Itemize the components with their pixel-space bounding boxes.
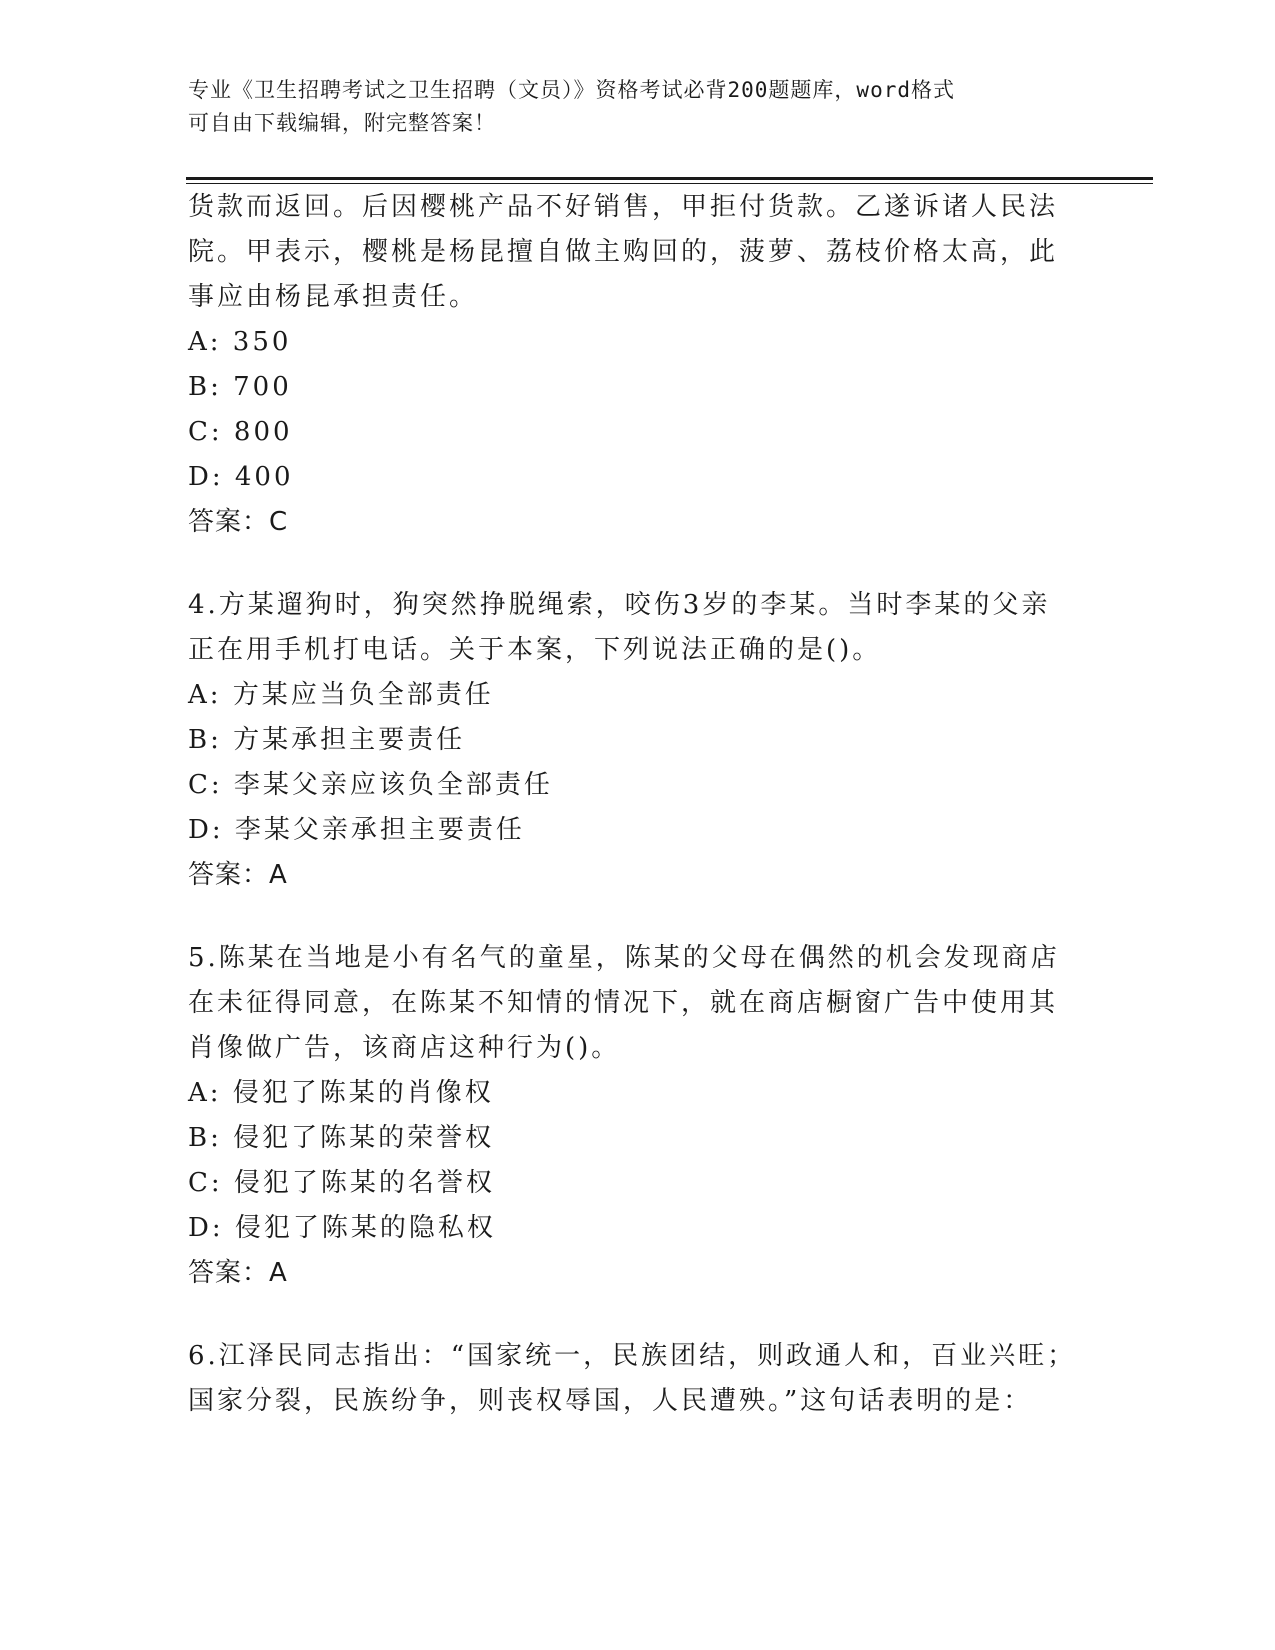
- question-text-line: 货款而返回。后因樱桃产品不好销售，甲拒付货款。乙遂诉诸人民法: [188, 192, 1059, 222]
- question-text-line: 正在用手机打电话。关于本案，下列说法正确的是()。: [188, 635, 882, 665]
- question-text-line: 国家分裂，民族纷争，则丧权辱国，人民遭殃。”这句话表明的是：: [188, 1386, 1033, 1416]
- question-text-line: 4.方某遛狗时，狗突然挣脱绳索，咬伤3岁的李某。当时李某的父亲: [188, 590, 1051, 620]
- question-content: [188, 185, 1088, 1424]
- question-text-line: 在未征得同意，在陈某不知情的情况下，就在商店橱窗广告中使用其: [188, 988, 1059, 1018]
- option-a: A: 侵犯了陈某的肖像权: [188, 1078, 494, 1108]
- question-text-line: 院。甲表示，樱桃是杨昆擅自做主购回的，菠萝、荔枝价格太高，此: [188, 237, 1059, 267]
- answer-line: 答案：C: [188, 507, 289, 537]
- spacer: [188, 545, 1088, 583]
- spacer: [188, 1296, 1088, 1334]
- document-header: [188, 74, 1088, 140]
- option-c: C: 侵犯了陈某的名誉权: [188, 1168, 495, 1198]
- header-line-1: 专业《卫生招聘考试之卫生招聘（文员）》资格考试必背200题题库，word格式: [188, 78, 955, 102]
- option-a: A: 350: [188, 327, 292, 357]
- header-rule-thick: [186, 177, 1153, 180]
- question-text-line: 肖像做广告，该商店这种行为()。: [188, 1033, 621, 1063]
- option-b: B: 方某承担主要责任: [188, 725, 466, 755]
- option-c: C: 李某父亲应该负全部责任: [188, 770, 553, 800]
- question-text-line: 事应由杨昆承担责任。: [188, 282, 479, 312]
- option-d: D: 侵犯了陈某的隐私权: [188, 1213, 496, 1243]
- answer-line: 答案：A: [188, 1258, 288, 1288]
- question-6: [188, 1334, 1088, 1424]
- option-d: D: 李某父亲承担主要责任: [188, 815, 525, 845]
- question-5: [188, 936, 1088, 1296]
- option-c: C: 800: [188, 417, 293, 447]
- question-4: [188, 583, 1088, 898]
- option-d: D: 400: [188, 462, 294, 492]
- header-line-2: 可自由下载编辑，附完整答案！: [188, 111, 496, 135]
- spacer: [188, 898, 1088, 936]
- header-rule-thin: [186, 183, 1153, 184]
- option-b: B: 侵犯了陈某的荣誉权: [188, 1123, 495, 1153]
- question-text-line: 6.江泽民同志指出：“国家统一，民族团结，则政通人和，百业兴旺；: [188, 1341, 1077, 1371]
- answer-line: 答案：A: [188, 860, 288, 890]
- question-text-line: 5.陈某在当地是小有名气的童星，陈某的父母在偶然的机会发现商店: [188, 943, 1060, 973]
- option-a: A: 方某应当负全部责任: [188, 680, 494, 710]
- option-b: B: 700: [188, 372, 292, 402]
- question-3: [188, 185, 1088, 545]
